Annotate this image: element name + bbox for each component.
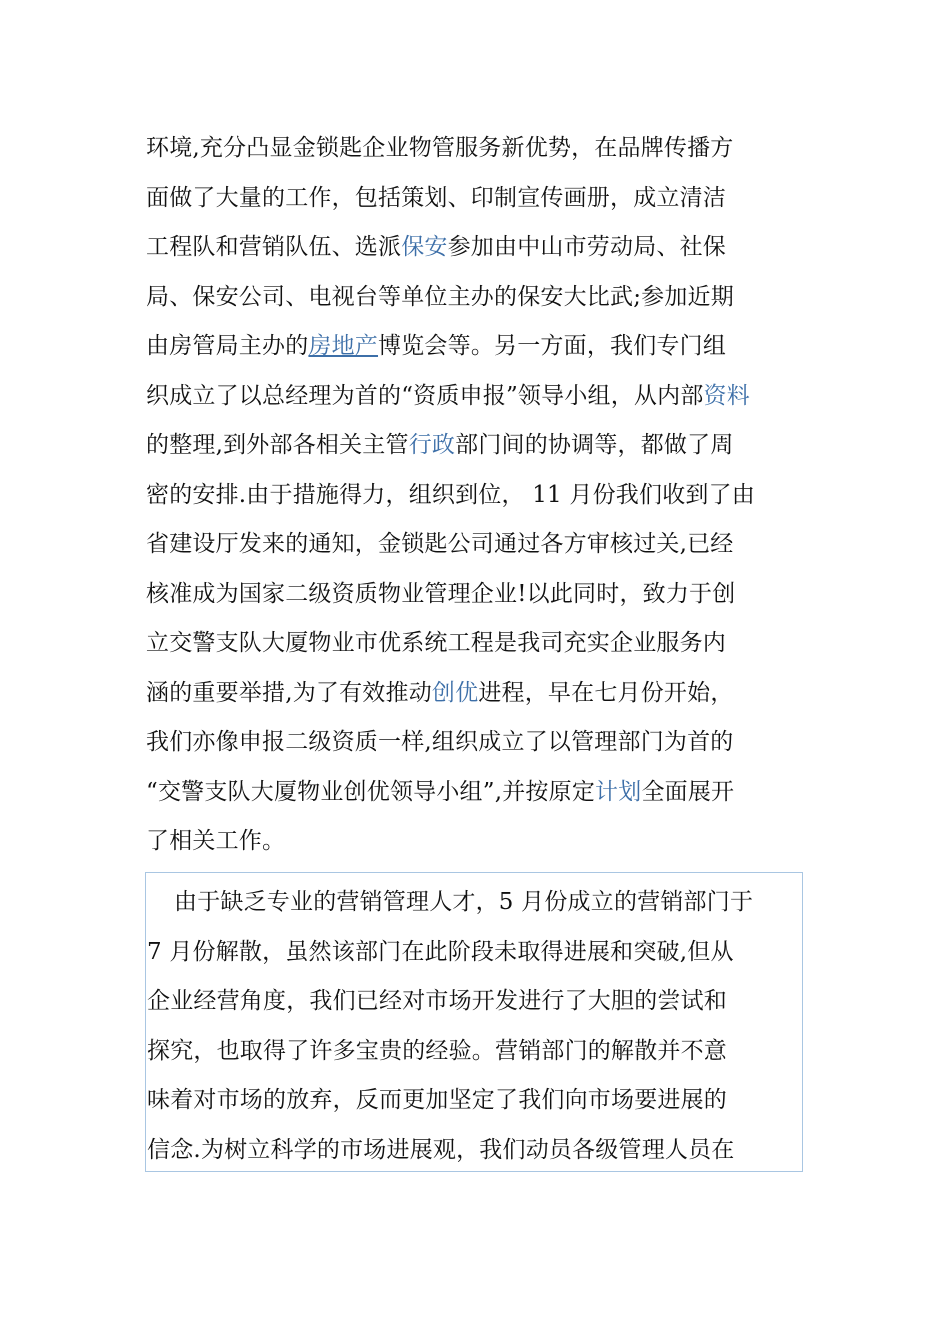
text-line — [146, 471, 810, 521]
text-run: 局、保安公司、电视台等单位主办的保安大比武;参加近期 — [146, 283, 734, 310]
text-line — [146, 619, 810, 669]
text-run: 面做了大量的工作，包括策划、印制宣传画册，成立清洁 — [146, 184, 726, 211]
text-run: 密的安排.由于措施得力，组织到位， 11 月份我们收到了由 — [146, 481, 755, 508]
text-line — [146, 273, 810, 323]
keyword-link[interactable]: 行政 — [408, 432, 456, 458]
keyword-link[interactable]: 保安 — [401, 234, 448, 260]
text-line — [146, 1126, 802, 1176]
text-run: 我们亦像申报二级资质一样,组织成立了以管理部门为首的 — [146, 729, 734, 755]
text-run: 博览会等。另一方面，我们专门组 — [378, 333, 727, 359]
text-run: 探究，也取得了许多宝贵的经验。营销部门的解散并不意 — [147, 1037, 727, 1064]
text-line — [146, 322, 810, 372]
text-line — [146, 669, 810, 719]
text-run: 涵的重要举措,为了有效推动 — [146, 679, 432, 706]
text-line — [146, 977, 802, 1027]
text-run: 核准成为国家二级资质物业管理企业!以此同时，致力于创 — [146, 580, 736, 607]
text-line — [146, 718, 810, 768]
keyword-link[interactable]: 房地产 — [308, 333, 379, 359]
text-run: 环境,充分凸显金锁匙企业物管服务新优势，在品牌传播方 — [146, 135, 734, 161]
keyword-link[interactable]: 创优 — [431, 679, 479, 706]
text-run: 部门间的协调等，都做了周 — [455, 432, 734, 458]
keyword-link[interactable]: 资料 — [703, 382, 750, 409]
text-line — [146, 520, 810, 570]
highlighted-paragraph-box — [145, 872, 803, 1172]
text-line — [146, 174, 810, 224]
text-run: 7 月份解散，虽然该部门在此阶段未取得进展和突破,但从 — [147, 938, 734, 965]
text-line — [146, 817, 810, 867]
text-line — [146, 421, 810, 471]
text-run: 信念.为树立科学的市场进展观，我们动员各级管理人员在 — [147, 1136, 735, 1163]
text-line — [146, 1076, 802, 1126]
text-line — [146, 223, 810, 273]
text-run: 全面展开 — [641, 778, 735, 805]
text-run: 立交警支队大厦物业市优系统工程是我司充实企业服务内 — [146, 630, 726, 656]
text-run: 味着对市场的放弃，反而更加坚定了我们向市场要进展的 — [147, 1087, 727, 1113]
text-run: 企业经营角度，我们已经对市场开发进行了大胆的尝试和 — [147, 988, 727, 1014]
text-line — [146, 124, 810, 174]
text-line — [146, 768, 810, 818]
text-line — [146, 1027, 802, 1077]
body-paragraph — [146, 124, 810, 867]
text-line — [146, 878, 802, 928]
text-line — [146, 570, 810, 620]
text-line — [146, 372, 810, 422]
keyword-link[interactable]: 计划 — [595, 778, 642, 805]
text-run: 由于缺乏专业的营销管理人才，5 月份成立的营销部门于 — [174, 889, 754, 915]
text-run: 由房管局主办的 — [146, 333, 309, 359]
text-line — [146, 928, 802, 978]
text-run: 省建设厅发来的通知，金锁匙公司通过各方审核过关,已经 — [146, 531, 734, 557]
text-run: 了相关工作。 — [146, 828, 286, 854]
text-run: “交警支队大厦物业创优领导小组”,并按原定 — [146, 778, 596, 805]
text-run: 进程，早在七月份开始， — [478, 679, 734, 706]
text-run: 参加由中山市劳动局、社保 — [447, 234, 727, 260]
text-run: 工程队和营销队伍、选派 — [146, 234, 402, 260]
text-run: 的整理,到外部各相关主管 — [146, 432, 409, 458]
text-run: 织成立了以总经理为首的“资质申报”领导小组，从内部 — [146, 382, 704, 409]
